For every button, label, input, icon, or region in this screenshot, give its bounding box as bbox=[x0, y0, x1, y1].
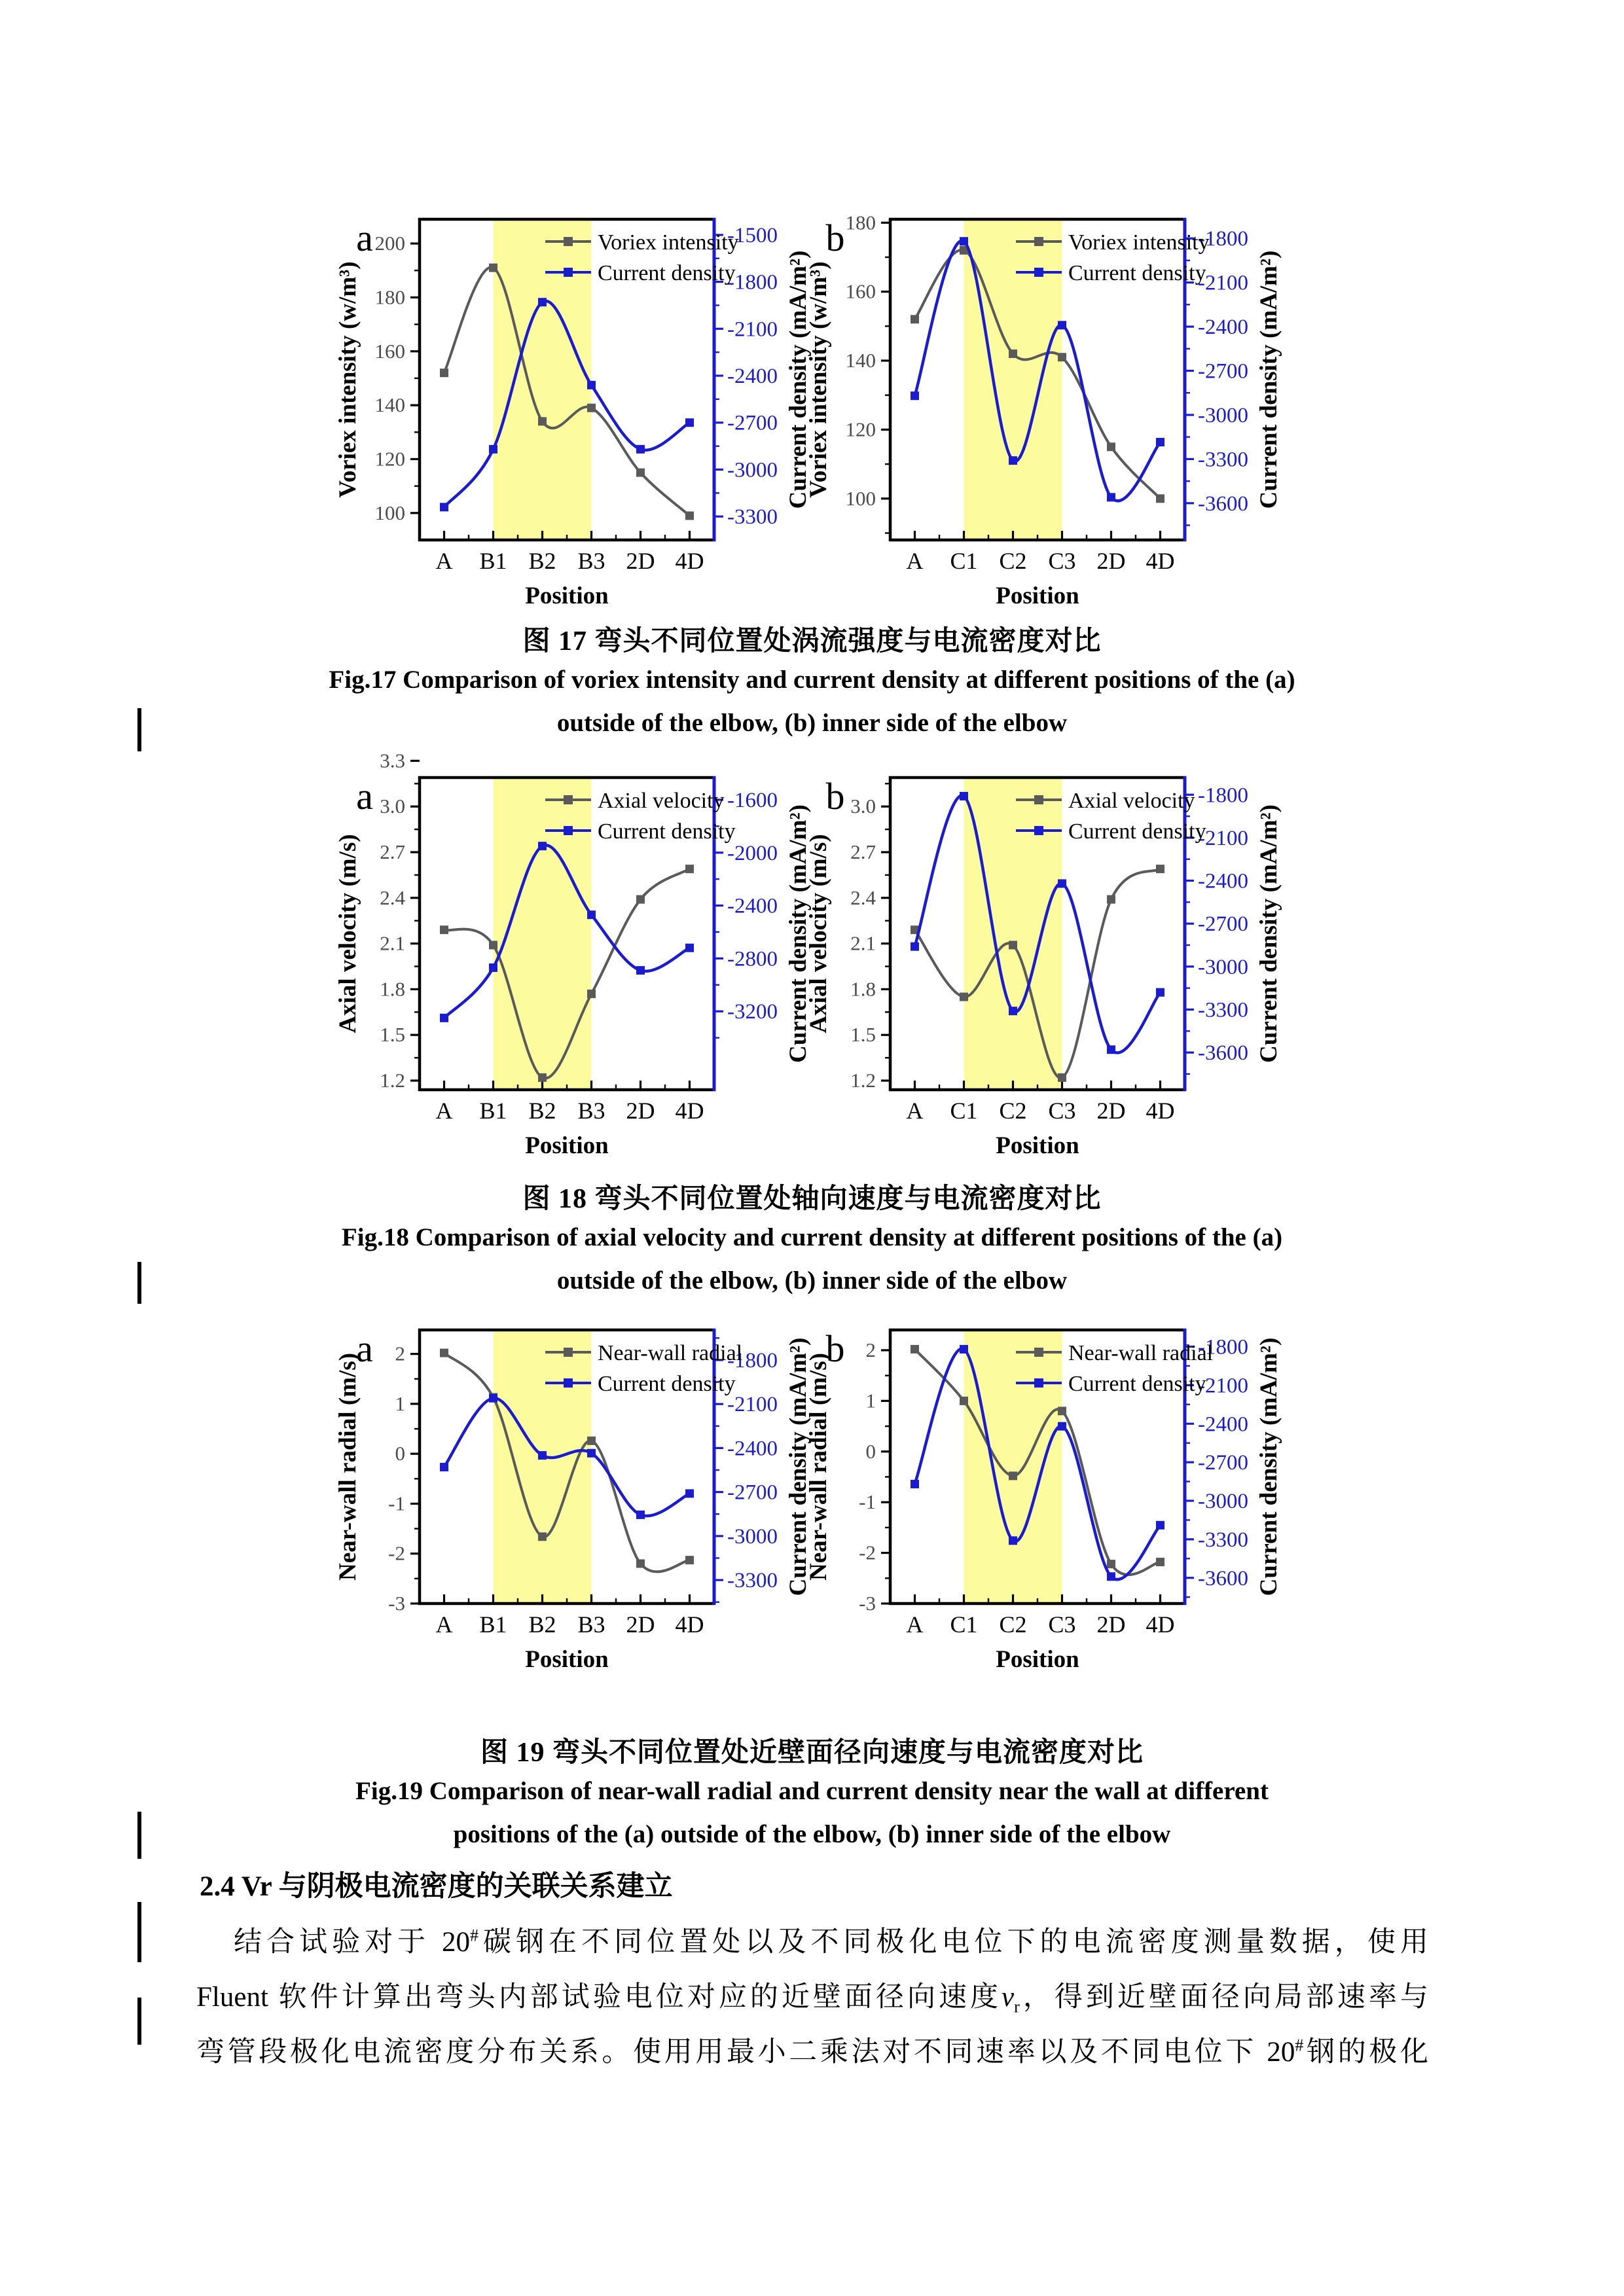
data-point-marker bbox=[636, 895, 645, 904]
x-axis-category-label: 2D bbox=[1096, 1611, 1126, 1638]
left-axis-tick-label: 3.0 bbox=[850, 795, 876, 818]
left-axis-tick-label: 2 bbox=[865, 1338, 876, 1361]
x-axis-category-label: B2 bbox=[528, 1611, 556, 1638]
data-point-marker bbox=[911, 391, 919, 400]
right-axis-title: Current density (mA/m²) bbox=[785, 250, 812, 509]
highlight-band bbox=[494, 1330, 592, 1604]
data-point-marker bbox=[1156, 1521, 1164, 1530]
data-point-marker bbox=[911, 1480, 919, 1488]
data-point-marker bbox=[960, 1345, 968, 1354]
right-axis-tick-label: -2700 bbox=[1198, 1451, 1248, 1475]
data-point-marker bbox=[1156, 1558, 1164, 1566]
data-point-marker bbox=[636, 469, 645, 477]
x-axis-category-label: A bbox=[435, 1611, 453, 1638]
x-axis-title: Position bbox=[996, 583, 1079, 609]
data-point-marker bbox=[911, 315, 919, 323]
x-axis-category-label: C3 bbox=[1048, 1098, 1076, 1124]
x-axis-category-label: A bbox=[435, 1098, 453, 1124]
left-axis-tick-label: 1.5 bbox=[380, 1023, 405, 1047]
chart-fig18-panel-a bbox=[321, 749, 839, 1180]
x-axis-category-label: C2 bbox=[999, 548, 1027, 574]
data-point-marker bbox=[1107, 1572, 1115, 1581]
fig18-caption-english-line1: Fig.18 Comparison of axial velocity and current density at different positions of the (a) bbox=[341, 1223, 1283, 1251]
legend-marker bbox=[564, 826, 573, 835]
right-axis-tick-label: -2400 bbox=[727, 365, 778, 389]
left-axis-tick-label: 1 bbox=[865, 1389, 876, 1412]
fig18-caption-chinese: 图 18 弯头不同位置处轴向速度与电流密度对比 bbox=[522, 1184, 1102, 1214]
right-axis-tick-label: -2400 bbox=[1198, 1412, 1248, 1437]
fig19-caption-english-line2: positions of the (a) outside of the elbow, (b) inner side of the elbow bbox=[453, 1820, 1171, 1848]
right-axis-tick-label: -2400 bbox=[1198, 869, 1248, 893]
left-axis-tick-label: 160 bbox=[374, 339, 405, 363]
left-axis-tick-label: -1 bbox=[388, 1492, 405, 1515]
chart-fig19-panel-b bbox=[792, 1307, 1309, 1732]
legend-label: Current density bbox=[1068, 1372, 1206, 1396]
right-axis-tick-label: -3300 bbox=[1198, 448, 1248, 472]
legend-label: Axial velocity bbox=[1068, 789, 1195, 813]
x-axis-title: Position bbox=[525, 1132, 609, 1159]
chart-fig19-panel-a bbox=[321, 1307, 839, 1732]
fig17-caption-chinese: 图 17 弯头不同位置处涡流强度与电流密度对比 bbox=[522, 626, 1102, 656]
data-point-marker bbox=[587, 1437, 596, 1445]
right-axis-title: Current density (mA/m²) bbox=[785, 1337, 812, 1596]
data-point-marker bbox=[636, 1511, 645, 1519]
fig18-caption-english-line2: outside of the elbow, (b) inner side of the elbow bbox=[556, 1266, 1068, 1295]
x-axis-category-label: A bbox=[906, 548, 924, 574]
right-axis-tick-label: -2400 bbox=[727, 894, 778, 918]
right-axis-tick-label: -3300 bbox=[727, 505, 778, 529]
data-point-marker bbox=[1156, 865, 1164, 873]
x-axis-title: Position bbox=[525, 1646, 609, 1673]
data-point-marker bbox=[440, 503, 448, 511]
right-axis-tick-label: -1800 bbox=[727, 270, 778, 295]
panel-letter: b bbox=[825, 775, 845, 817]
left-axis-tick-label: 160 bbox=[845, 279, 876, 303]
right-axis-tick-label: -2700 bbox=[1198, 912, 1248, 937]
legend-marker bbox=[1034, 795, 1043, 804]
x-axis-category-label: 2D bbox=[626, 1611, 655, 1638]
x-axis-category-label: A bbox=[906, 1098, 924, 1124]
right-axis-tick-label: -3000 bbox=[727, 1524, 778, 1549]
data-point-marker bbox=[489, 445, 497, 454]
data-point-marker bbox=[489, 1394, 497, 1403]
data-point-marker bbox=[911, 1345, 919, 1354]
right-axis-tick-label: -3000 bbox=[1198, 955, 1248, 979]
right-axis-tick-label: -2400 bbox=[1198, 315, 1248, 340]
data-point-marker bbox=[1058, 879, 1066, 888]
data-point-marker bbox=[587, 381, 596, 389]
legend-label: Current density bbox=[598, 819, 736, 844]
left-axis-title: Near-wall radial (m/s) bbox=[334, 1353, 361, 1581]
data-point-marker bbox=[960, 792, 968, 800]
right-axis-tick-label: -3000 bbox=[1198, 1490, 1248, 1514]
data-point-marker bbox=[538, 417, 547, 425]
legend-marker bbox=[1034, 826, 1043, 835]
legend-label: Near-wall radial bbox=[1068, 1341, 1214, 1365]
data-point-marker bbox=[538, 842, 547, 850]
x-axis-category-label: 4D bbox=[1146, 1611, 1175, 1638]
left-axis-tick-label: -3 bbox=[388, 1592, 405, 1615]
paragraph-line: Fluent 软件计算出弯头内部试验电位对应的近壁面径向速度$v_r$，得到近壁面径向局部速率与 bbox=[196, 1982, 1428, 2017]
right-axis-tick-label: -2000 bbox=[727, 841, 778, 865]
data-point-marker bbox=[1009, 456, 1017, 465]
data-point-marker bbox=[685, 865, 694, 873]
right-axis-tick-label: -3000 bbox=[1198, 403, 1248, 427]
left-axis-tick-label: 2.4 bbox=[380, 886, 405, 909]
left-axis-tick-label: 1.5 bbox=[850, 1023, 876, 1047]
highlight-band bbox=[494, 219, 592, 540]
data-point-marker bbox=[587, 1449, 596, 1458]
data-point-marker bbox=[538, 1532, 547, 1541]
left-axis-tick-label: 0 bbox=[865, 1439, 876, 1463]
x-axis-category-label: 2D bbox=[626, 1098, 655, 1124]
data-point-marker bbox=[1009, 941, 1017, 949]
left-axis-tick-label: -1 bbox=[859, 1490, 876, 1514]
left-axis-tick-label: 100 bbox=[374, 501, 405, 524]
left-axis-tick-label: 3.0 bbox=[380, 795, 405, 818]
highlight-band bbox=[964, 219, 1062, 540]
data-point-marker bbox=[489, 963, 497, 972]
x-axis-category-label: 4D bbox=[675, 1098, 704, 1124]
right-axis-tick-label: -3300 bbox=[1198, 998, 1248, 1022]
legend-marker bbox=[1034, 237, 1043, 246]
data-point-marker bbox=[1156, 438, 1164, 446]
revision-bar bbox=[137, 708, 141, 751]
left-axis-tick-label: 1.8 bbox=[850, 977, 876, 1001]
data-point-marker bbox=[440, 368, 448, 377]
highlight-band bbox=[964, 1330, 1062, 1604]
fig17-caption-english-line1: Fig.17 Comparison of voriex intensity and current density at different positions of the (a) bbox=[329, 666, 1295, 694]
left-axis-tick-label: 2.7 bbox=[380, 840, 405, 864]
x-axis-category-label: C1 bbox=[950, 1098, 978, 1124]
paragraph-line: 弯管段极化电流密度分布关系。使用用最小二乘法对不同速率以及不同电位下 20#钢的极化 bbox=[196, 2036, 1429, 2068]
legend-label: Current density bbox=[598, 1372, 736, 1396]
left-axis-tick-label: 2.4 bbox=[850, 886, 876, 909]
right-axis-tick-label: -2100 bbox=[727, 317, 778, 342]
data-point-marker bbox=[538, 298, 547, 306]
right-axis-title: Current density (mA/m²) bbox=[1255, 804, 1282, 1063]
x-axis-category-label: C2 bbox=[999, 1611, 1027, 1638]
x-axis-category-label: B2 bbox=[528, 1098, 556, 1124]
x-axis-title: Position bbox=[996, 1132, 1079, 1159]
data-point-marker bbox=[1058, 1407, 1066, 1415]
right-axis-tick-label: -3600 bbox=[1198, 492, 1248, 516]
legend-label: Voriex intensity bbox=[1068, 230, 1210, 255]
revision-bar bbox=[137, 1998, 141, 2045]
right-axis-tick-label: -2100 bbox=[1198, 271, 1248, 295]
legend-marker bbox=[564, 1378, 573, 1388]
right-axis-tick-label: -3300 bbox=[727, 1569, 778, 1593]
data-point-marker bbox=[1107, 493, 1115, 501]
x-axis-category-label: 2D bbox=[626, 548, 655, 574]
x-axis-category-label: C2 bbox=[999, 1098, 1027, 1124]
right-axis-tick-label: -3600 bbox=[1198, 1566, 1248, 1590]
data-point-marker bbox=[440, 1463, 448, 1471]
paragraph-line: 结合试验对于 20#碳钢在不同位置处以及不同极化电位下的电流密度测量数据，使用 bbox=[234, 1926, 1429, 1958]
data-point-marker bbox=[960, 993, 968, 1001]
legend-label: Voriex intensity bbox=[598, 230, 739, 255]
chart-fig17-panel-b bbox=[792, 196, 1309, 622]
left-axis-tick-label: -2 bbox=[859, 1541, 876, 1564]
data-point-marker bbox=[587, 910, 596, 919]
panel-letter: a bbox=[356, 775, 373, 817]
fig19-caption-chinese: 图 19 弯头不同位置处近壁面径向速度与电流密度对比 bbox=[480, 1738, 1144, 1768]
left-axis-title: Voriex intensity (w/m³) bbox=[334, 261, 361, 498]
left-axis-title: Axial velocity (m/s) bbox=[334, 834, 361, 1033]
chart-fig18-panel-b bbox=[792, 755, 1309, 1180]
data-point-marker bbox=[685, 1556, 694, 1564]
data-point-marker bbox=[587, 404, 596, 412]
data-point-marker bbox=[1156, 988, 1164, 997]
x-axis-category-label: 4D bbox=[675, 548, 704, 574]
data-point-marker bbox=[685, 511, 694, 520]
left-axis-title: Near-wall radial (m/s) bbox=[805, 1353, 832, 1581]
x-axis-title: Position bbox=[525, 583, 609, 609]
right-axis-tick-label: -1800 bbox=[1198, 783, 1248, 808]
right-axis-title: Current density (mA/m²) bbox=[1255, 1337, 1282, 1596]
data-point-marker bbox=[636, 1559, 645, 1568]
revision-bar bbox=[137, 1812, 141, 1859]
x-axis-category-label: 2D bbox=[1096, 548, 1126, 574]
left-axis-tick-label: 1.8 bbox=[380, 977, 405, 1001]
right-axis-tick-label: -2100 bbox=[1198, 826, 1248, 850]
left-axis-tick-label: 180 bbox=[374, 285, 405, 309]
data-point-marker bbox=[1107, 895, 1115, 904]
data-point-marker bbox=[1058, 1073, 1066, 1082]
right-axis-tick-label: -2800 bbox=[727, 947, 778, 971]
x-axis-category-label: B2 bbox=[528, 548, 556, 574]
x-axis-category-label: 2D bbox=[1096, 1098, 1126, 1124]
left-axis-tick-label: 3.3 bbox=[380, 749, 405, 772]
panel-letter: b bbox=[825, 217, 845, 259]
legend-label: Current density bbox=[1068, 261, 1206, 285]
right-axis-tick-label: -1800 bbox=[727, 1348, 778, 1372]
x-axis-category-label: C3 bbox=[1048, 548, 1076, 574]
left-axis-tick-label: 120 bbox=[845, 418, 876, 441]
data-point-marker bbox=[1107, 1045, 1115, 1054]
right-axis-title: Current density (mA/m²) bbox=[1255, 250, 1282, 509]
highlight-band bbox=[964, 778, 1062, 1090]
legend-label: Near-wall radial bbox=[598, 1341, 743, 1365]
data-point-marker bbox=[1058, 321, 1066, 329]
data-point-marker bbox=[960, 237, 968, 245]
left-axis-tick-label: 200 bbox=[374, 232, 405, 255]
section-heading-2-4: 2.4 Vr 与阴极电流密度的关联关系建立 bbox=[200, 1871, 673, 1902]
right-axis-tick-label: -1500 bbox=[727, 223, 778, 247]
fig17-caption-english-line2: outside of the elbow, (b) inner side of the elbow bbox=[556, 709, 1068, 737]
legend-label: Current density bbox=[1068, 819, 1206, 844]
data-point-marker bbox=[489, 264, 497, 272]
left-axis-tick-label: 100 bbox=[845, 486, 876, 510]
legend-label: Current density bbox=[598, 261, 736, 285]
data-point-marker bbox=[1009, 350, 1017, 358]
panel-letter: a bbox=[356, 1327, 373, 1370]
right-axis-tick-label: -2100 bbox=[1198, 1374, 1248, 1398]
left-axis-tick-label: 1.2 bbox=[850, 1069, 876, 1092]
left-axis-tick-label: 2.7 bbox=[850, 840, 876, 864]
x-axis-category-label: 4D bbox=[1146, 1098, 1175, 1124]
data-point-marker bbox=[685, 418, 694, 427]
panel-letter: a bbox=[356, 217, 373, 259]
x-axis-category-label: B1 bbox=[479, 1611, 507, 1638]
left-axis-tick-label: -3 bbox=[859, 1592, 876, 1615]
right-axis-tick-label: -1600 bbox=[727, 788, 778, 812]
legend-marker bbox=[1034, 1378, 1043, 1388]
left-axis-tick-label: 2.1 bbox=[850, 931, 876, 955]
legend-marker bbox=[564, 237, 573, 246]
x-axis-category-label: B1 bbox=[479, 548, 507, 574]
left-axis-tick-label: 0 bbox=[395, 1442, 405, 1465]
data-point-marker bbox=[685, 1489, 694, 1498]
chart-fig17-panel-a bbox=[321, 196, 839, 622]
x-axis-category-label: C1 bbox=[950, 548, 978, 574]
left-axis-tick-label: 2 bbox=[395, 1342, 405, 1365]
legend-marker bbox=[564, 1348, 573, 1357]
right-axis-tick-label: -2700 bbox=[727, 1480, 778, 1505]
data-point-marker bbox=[1009, 1007, 1017, 1015]
right-axis-tick-label: -2700 bbox=[1198, 359, 1248, 384]
data-point-marker bbox=[489, 941, 497, 949]
data-point-marker bbox=[440, 925, 448, 934]
x-axis-category-label: B1 bbox=[479, 1098, 507, 1124]
right-axis-tick-label: -1800 bbox=[1198, 1335, 1248, 1359]
legend-marker bbox=[1034, 268, 1043, 277]
panel-letter: b bbox=[825, 1327, 845, 1370]
right-axis-tick-label: -2700 bbox=[727, 411, 778, 435]
left-axis-title: Voriex intensity (w/m³) bbox=[805, 261, 832, 498]
right-axis-tick-label: -1800 bbox=[1198, 227, 1248, 251]
left-axis-tick-label: -2 bbox=[388, 1541, 405, 1565]
right-axis-tick-label: -2400 bbox=[727, 1437, 778, 1461]
left-axis-tick-label: 2.1 bbox=[380, 931, 405, 955]
left-axis-tick-label: 140 bbox=[374, 393, 405, 417]
x-axis-category-label: 4D bbox=[1146, 548, 1175, 574]
x-axis-category-label: A bbox=[435, 548, 453, 574]
data-point-marker bbox=[1009, 1536, 1017, 1545]
left-axis-tick-label: 1 bbox=[395, 1391, 405, 1415]
left-axis-title: Axial velocity (m/s) bbox=[805, 834, 832, 1033]
x-axis-category-label: B3 bbox=[577, 1098, 605, 1124]
legend-marker bbox=[564, 268, 573, 277]
right-axis-tick-label: -3300 bbox=[1198, 1528, 1248, 1552]
data-point-marker bbox=[440, 1349, 448, 1357]
data-point-marker bbox=[1009, 1471, 1017, 1480]
right-axis-tick-label: -3000 bbox=[727, 458, 778, 482]
legend-marker bbox=[1034, 1348, 1043, 1357]
x-axis-category-label: A bbox=[906, 1611, 924, 1638]
data-point-marker bbox=[1107, 442, 1115, 451]
legend-marker bbox=[564, 795, 573, 804]
left-axis-tick-label: 120 bbox=[374, 447, 405, 471]
data-point-marker bbox=[960, 1397, 968, 1405]
left-axis-tick-label: 180 bbox=[845, 211, 876, 234]
data-point-marker bbox=[1156, 494, 1164, 503]
revision-bar bbox=[137, 1262, 141, 1304]
legend-label: Axial velocity bbox=[598, 789, 725, 813]
right-axis-tick-label: -2100 bbox=[727, 1393, 778, 1417]
right-axis-tick-label: -3600 bbox=[1198, 1041, 1248, 1066]
data-point-marker bbox=[911, 942, 919, 951]
data-point-marker bbox=[587, 990, 596, 998]
data-point-marker bbox=[636, 966, 645, 975]
data-point-marker bbox=[538, 1451, 547, 1460]
left-axis-tick-label: 1.2 bbox=[380, 1069, 405, 1092]
data-point-marker bbox=[1107, 1560, 1115, 1568]
right-axis-title: Current density (mA/m²) bbox=[785, 804, 812, 1063]
body-paragraph bbox=[196, 1915, 1428, 2080]
x-axis-category-label: C3 bbox=[1048, 1611, 1076, 1638]
fig19-caption-english-line1: Fig.19 Comparison of near-wall radial and current density near the wall at different bbox=[355, 1777, 1269, 1805]
data-point-marker bbox=[440, 1014, 448, 1022]
x-axis-category-label: B3 bbox=[577, 548, 605, 574]
right-axis-tick-label: -3200 bbox=[727, 1000, 778, 1024]
data-point-marker bbox=[1058, 353, 1066, 361]
x-axis-category-label: 4D bbox=[675, 1611, 704, 1638]
revision-bar bbox=[137, 1902, 141, 1962]
data-point-marker bbox=[685, 944, 694, 952]
data-point-marker bbox=[636, 445, 645, 454]
data-point-marker bbox=[1058, 1422, 1066, 1431]
left-axis-tick-label: 140 bbox=[845, 349, 876, 372]
x-axis-category-label: B3 bbox=[577, 1611, 605, 1638]
x-axis-title: Position bbox=[996, 1646, 1079, 1673]
data-point-marker bbox=[538, 1073, 547, 1082]
x-axis-category-label: C1 bbox=[950, 1611, 978, 1638]
